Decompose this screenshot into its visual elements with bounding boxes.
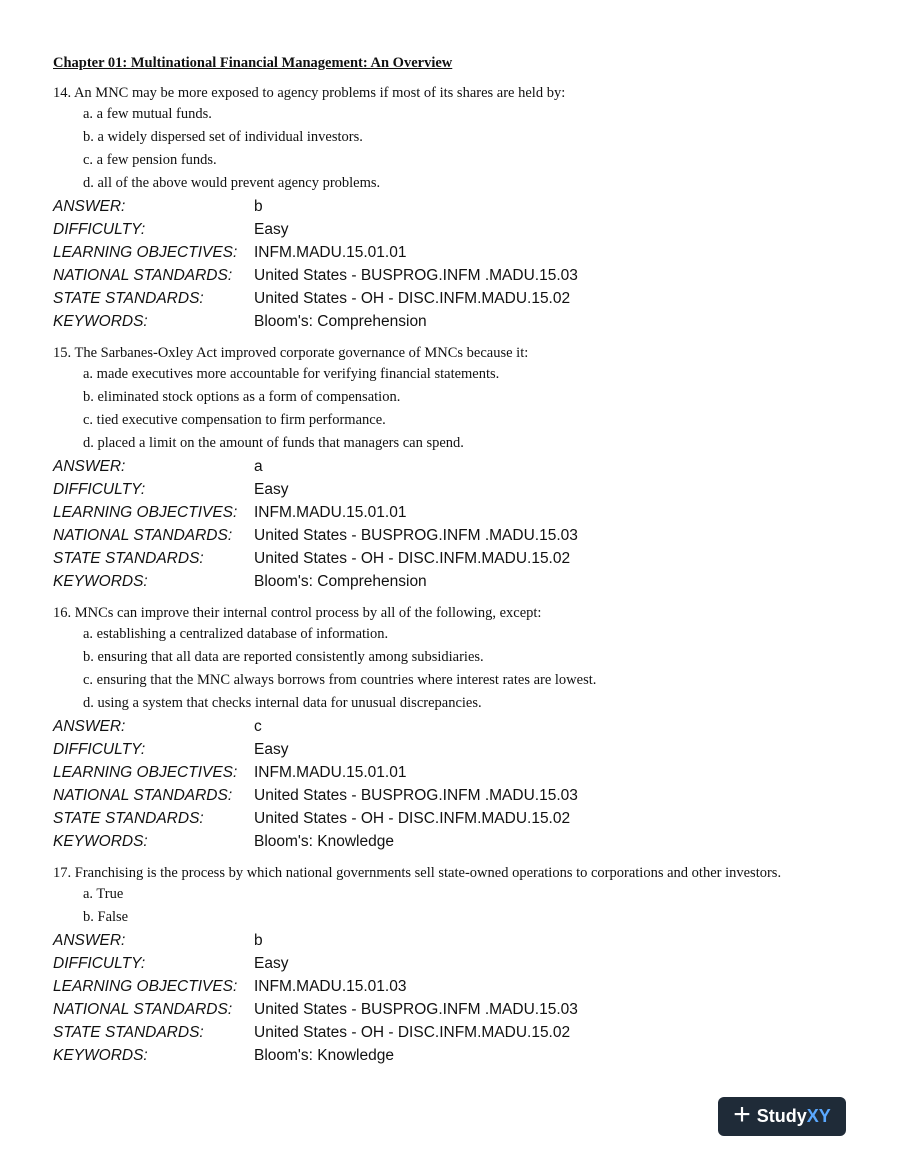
meta-row-answer: [53, 455, 853, 478]
answer-options: [53, 363, 853, 455]
meta-label: KEYWORDS:: [53, 313, 148, 330]
meta-value: INFM.MADU.15.01.01: [254, 244, 407, 261]
meta-value: INFM.MADU.15.01.03: [254, 978, 407, 995]
answer-options: [53, 103, 853, 195]
meta-value: United States - BUSPROG.INFM .MADU.15.03: [254, 267, 578, 284]
meta-row-national-standards: [53, 784, 853, 807]
meta-row-difficulty: [53, 478, 853, 501]
meta-row-answer: [53, 929, 853, 952]
meta-row-learning-objectives: [53, 501, 853, 524]
question-stem: 14. An MNC may be more exposed to agency problems if most of its shares are held by:: [53, 85, 566, 101]
meta-label: NATIONAL STANDARDS:: [53, 1001, 233, 1018]
meta-value: United States - OH - DISC.INFM.MADU.15.02: [254, 810, 571, 827]
meta-row-keywords: [53, 310, 853, 333]
answer-option: d. all of the above would prevent agency problems.: [83, 175, 381, 191]
question-block: [53, 343, 853, 593]
meta-label: LEARNING OBJECTIVES:: [53, 978, 238, 995]
answer-option: b. False: [83, 909, 129, 925]
studyxy-logo[interactable]: [718, 1097, 846, 1136]
question-stem: 15. The Sarbanes-Oxley Act improved corporate governance of MNCs because it:: [53, 345, 529, 361]
answer-option: c. ensuring that the MNC always borrows from countries where interest rates are lowest.: [83, 672, 597, 688]
meta-label: KEYWORDS:: [53, 573, 148, 590]
meta-row-keywords: [53, 570, 853, 593]
document-page: [53, 53, 853, 1077]
answer-option: a. a few mutual funds.: [83, 106, 212, 122]
meta-label: DIFFICULTY:: [53, 481, 146, 498]
answer-option: a. made executives more accountable for verifying financial statements.: [83, 366, 500, 382]
brand-name-main: Study: [756, 1106, 807, 1126]
meta-value: Easy: [254, 481, 289, 498]
meta-label: NATIONAL STANDARDS:: [53, 527, 233, 544]
answer-options: [53, 883, 853, 929]
meta-label: KEYWORDS:: [53, 833, 148, 850]
question-stem: 17. Franchising is the process by which national governments sell state-owned operations to corporations and other investors.: [53, 865, 782, 881]
meta-label: DIFFICULTY:: [53, 221, 146, 238]
meta-value: INFM.MADU.15.01.01: [254, 504, 407, 521]
meta-row-state-standards: [53, 547, 853, 570]
meta-label: ANSWER:: [53, 198, 126, 215]
meta-value: United States - OH - DISC.INFM.MADU.15.02: [254, 1024, 571, 1041]
meta-row-state-standards: [53, 1021, 853, 1044]
meta-row-keywords: [53, 1044, 853, 1067]
meta-label: LEARNING OBJECTIVES:: [53, 764, 238, 781]
question-block: [53, 863, 853, 1067]
meta-value: b: [254, 198, 263, 215]
answer-options: [53, 623, 853, 715]
meta-label: ANSWER:: [53, 718, 126, 735]
question-list: [53, 83, 853, 1067]
chapter-title: Chapter 01: Multinational Financial Management: An Overview: [53, 55, 453, 71]
question-block: [53, 603, 853, 853]
meta-label: LEARNING OBJECTIVES:: [53, 504, 238, 521]
meta-value: Bloom's: Knowledge: [254, 833, 394, 850]
meta-label: LEARNING OBJECTIVES:: [53, 244, 238, 261]
meta-value: Bloom's: Comprehension: [254, 573, 427, 590]
meta-value: Bloom's: Knowledge: [254, 1047, 394, 1064]
answer-option: b. ensuring that all data are reported consistently among subsidiaries.: [83, 649, 484, 665]
meta-row-learning-objectives: [53, 975, 853, 998]
answer-option: d. using a system that checks internal data for unusual discrepancies.: [83, 695, 482, 711]
meta-value: Easy: [254, 955, 289, 972]
meta-row-answer: [53, 195, 853, 218]
meta-row-state-standards: [53, 807, 853, 830]
meta-row-answer: [53, 715, 853, 738]
meta-value: Bloom's: Comprehension: [254, 313, 427, 330]
answer-option: c. a few pension funds.: [83, 152, 217, 168]
meta-label: NATIONAL STANDARDS:: [53, 787, 233, 804]
answer-option: d. placed a limit on the amount of funds that managers can spend.: [83, 435, 464, 451]
brand-name: [757, 1106, 831, 1127]
answer-option: a. establishing a centralized database of information.: [83, 626, 389, 642]
meta-label: ANSWER:: [53, 932, 126, 949]
meta-row-national-standards: [53, 998, 853, 1021]
meta-row-learning-objectives: [53, 241, 853, 264]
meta-label: DIFFICULTY:: [53, 741, 146, 758]
meta-value: United States - BUSPROG.INFM .MADU.15.03: [254, 527, 578, 544]
meta-row-difficulty: [53, 738, 853, 761]
meta-row-keywords: [53, 830, 853, 853]
answer-option: b. a widely dispersed set of individual investors.: [83, 129, 363, 145]
question-block: [53, 83, 853, 333]
meta-row-national-standards: [53, 524, 853, 547]
meta-label: DIFFICULTY:: [53, 955, 146, 972]
answer-option: c. tied executive compensation to firm performance.: [83, 412, 386, 428]
meta-row-state-standards: [53, 287, 853, 310]
meta-value: INFM.MADU.15.01.01: [254, 764, 407, 781]
meta-label: STATE STANDARDS:: [53, 810, 204, 827]
answer-option: a. True: [83, 886, 124, 902]
meta-label: KEYWORDS:: [53, 1047, 148, 1064]
meta-label: STATE STANDARDS:: [53, 290, 204, 307]
meta-label: STATE STANDARDS:: [53, 550, 204, 567]
meta-label: STATE STANDARDS:: [53, 1024, 204, 1041]
meta-value: United States - OH - DISC.INFM.MADU.15.02: [254, 290, 571, 307]
meta-row-difficulty: [53, 218, 853, 241]
meta-label: NATIONAL STANDARDS:: [53, 267, 233, 284]
meta-value: a: [254, 458, 263, 475]
meta-value: United States - BUSPROG.INFM .MADU.15.03: [254, 1001, 578, 1018]
question-stem: 16. MNCs can improve their internal control process by all of the following, except:: [53, 605, 542, 621]
meta-value: Easy: [254, 221, 289, 238]
meta-value: c: [254, 718, 262, 735]
answer-option: b. eliminated stock options as a form of compensation.: [83, 389, 401, 405]
brand-name-accent: XY: [806, 1106, 831, 1126]
meta-row-learning-objectives: [53, 761, 853, 784]
meta-value: United States - OH - DISC.INFM.MADU.15.02: [254, 550, 571, 567]
plus-icon: +: [733, 1098, 751, 1131]
meta-value: b: [254, 932, 263, 949]
meta-row-difficulty: [53, 952, 853, 975]
meta-label: ANSWER:: [53, 458, 126, 475]
meta-row-national-standards: [53, 264, 853, 287]
meta-value: Easy: [254, 741, 289, 758]
meta-value: United States - BUSPROG.INFM .MADU.15.03: [254, 787, 578, 804]
